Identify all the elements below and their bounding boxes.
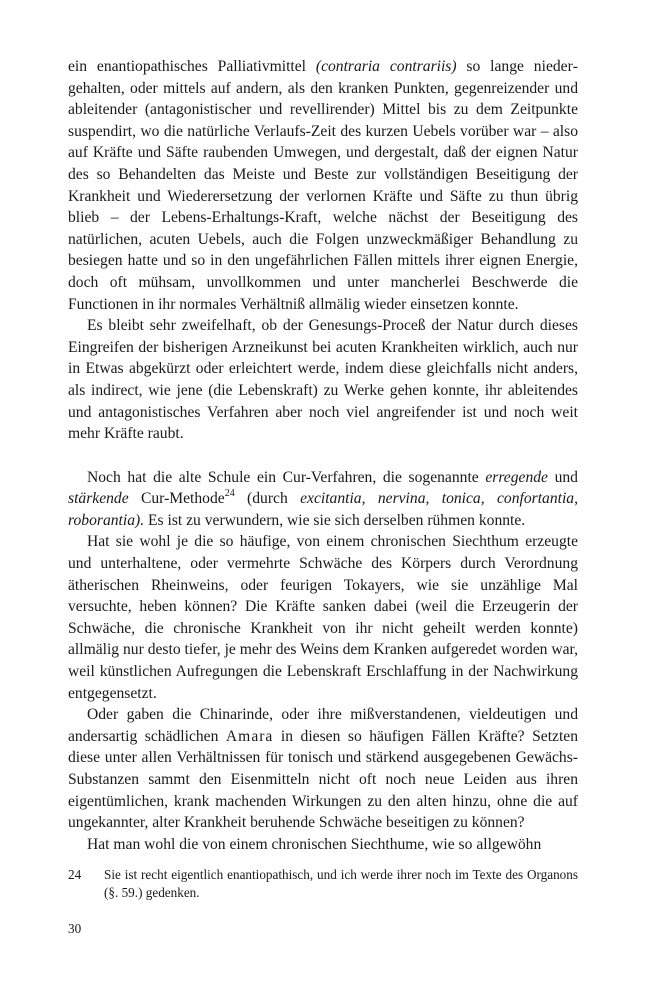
footnote-reference[interactable]: 24 xyxy=(224,488,235,500)
paragraph-3-italic-a: erregende xyxy=(485,468,548,486)
paragraph-6: Hat man wohl die von einem chronischen Siechthume, wie so allgewöhn xyxy=(87,835,542,853)
footnote-text: Sie ist recht eigentlich enantiopathisch, und ich werde ihrer noch im Texte des Organons (§. 59.) gedenken. xyxy=(104,867,578,901)
paragraph-1-text-a: ein enantiopathisches Palliativmittel xyxy=(68,58,316,75)
footnote-number: 24 xyxy=(68,867,82,882)
paragraph-3-text-a: Noch hat die alte Schule ein Cur-Verfahren, die sogenannte xyxy=(87,468,486,486)
page-number: 30 xyxy=(68,921,82,936)
paragraph-3 xyxy=(68,467,578,532)
paragraph-5-spaced: Amara xyxy=(225,727,274,745)
body-text xyxy=(68,56,578,855)
paragraph-3-text-e: Es ist zu verwundern, wie sie sich derselben rühmen konnte. xyxy=(144,511,526,529)
paragraph-3-italic-b: stärkende xyxy=(68,490,129,508)
paragraph-5-text-a: Oder gaben die Chinarinde, oder ihre mißverstandenen, vieldeutigen und andersartig schädlichen xyxy=(68,706,578,745)
paragraph-5-text-b: in diesen so häufigen Fällen Kräfte? Setzten diese unter allen Verhältnissen für tonisch und stärkend ausgegebenen Gewächs-Substanzen sammt den Eisenmitteln nicht oft noch neue Leiden aus ihren eigentümlichen, krank machenden Wirkungen zu den alten hinzu, ohne die auf ungekannter, alter Krankheit beruhende Schwäche beseitigen zu können? xyxy=(68,727,578,832)
paragraph-2: Es bleibt sehr zweifelhaft, ob der Genesungs-Proceß der Natur durch dieses Eingreifen der bisherigen Arzneikunst bei acuten Krankheiten wirklich, auch nur in Etwas abgekürzt oder erleichtert werde, indem diese gleichfalls nicht anders, als indirect, wie jene (die Lebenskraft) zu Werke gehen konnte, ihr ableitendes und antagonistisches Verfahren aber noch viel angreifender ist und noch weit mehr Kräfte raubt. xyxy=(68,317,578,443)
paragraph-1-text-b: so lange niedergehalten, oder mittels auf andern, als den kranken Punkten, gegenreizender und ableitender (antagonistischer und revellirender) Mittel bis zu dem Zeitpunkte suspendirt, wo die natürliche Verlaufs-Zeit des kurzen Uebels vorüber war – also auf Kräfte und Säfte raubenden Umwegen, und dergestalt, daß der eignen Natur des so Behandelten das Meiste und Beste zur vollständigen Beseitigung der Krankheit und Wiederersetzung der verlornen Kräfte und Säfte zu thun übrig blieb – der Lebens-Erhaltungs-Kraft, welche nächst der Beseitigung des natürlichen, acuten Uebels, auch die Folgen unzweckmäßiger Behandlung zu besiegen hatte und so in den ungefährlichen Fällen mittels ihrer eignen Energie, doch oft mühsam, unvollkommen und unter mancherlei Beschwerde die Functionen in ihr normales Verhältniß allmälig wieder einsetzen konnte. xyxy=(68,58,578,313)
paragraph-3-italic-d: excitantia, nervina, tonica, confortantia, roborantia). xyxy=(68,490,578,529)
paragraph-4: Hat sie wohl je die so häufige, von einem chronischen Siechthum erzeugte und unterhaltene, oder vermehrte Schwäche des Körpers durch Verordnung ätherischen Rheinweins, oder feurigen Tokayers, wie sie unzählige Mal versuchte, heben können? Die Kräfte sanken dabei (weil die Erzeugerin der Schwäche, die chronische Krankheit von ihr nicht geheilt werden konnte) allmälig nur desto tiefer, je mehr des Weins dem Kranken aufgeredet worden war, weil künstlichen Aufregungen die Lebenskraft Erschlaffung in der Nachwirkung entgegensetzt. xyxy=(68,533,578,702)
paragraph-5 xyxy=(68,704,578,834)
paragraph-1 xyxy=(68,56,578,315)
footnote xyxy=(68,866,578,902)
paragraph-3-text-c: Cur-Methode xyxy=(128,490,225,508)
paragraph-1-italic: (contraria contrariis) xyxy=(315,58,457,75)
paragraph-3-text-b: und xyxy=(547,468,578,486)
paragraph-3-text-d: (durch xyxy=(234,490,301,508)
